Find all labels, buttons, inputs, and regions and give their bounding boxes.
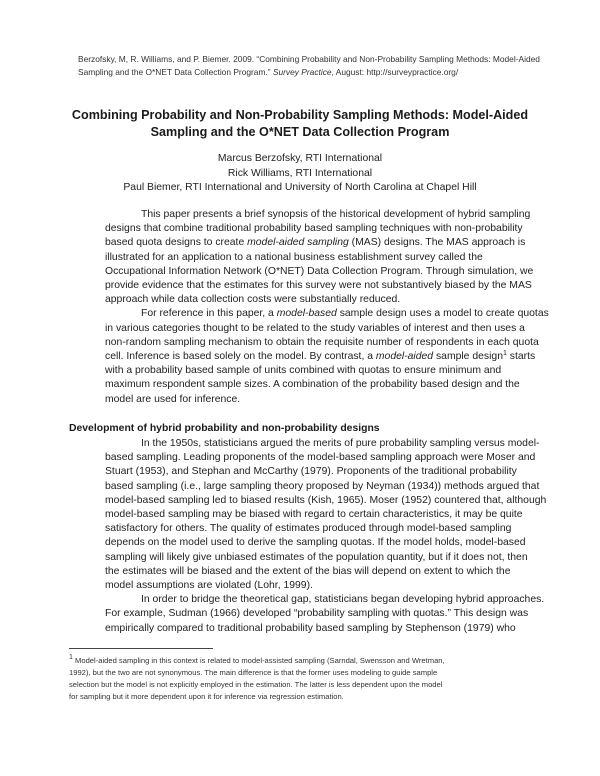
author-1: Marcus Berzofsky, RTI International	[217, 153, 383, 164]
text-line: In order to bridge the theoretical gap, statisticians began developing hybrid approaches.	[141, 594, 545, 606]
text-line: maximum respondent sample sizes. A combination of the probability based design and the	[105, 379, 520, 391]
footnote	[69, 655, 541, 703]
text-line: designs that combine traditional probability based sampling techniques with non-probability	[105, 223, 523, 235]
text-line: provide evidence that the estimates for this survey were not substantively biased by the MAS	[105, 280, 532, 292]
citation-text: Berzofsky, M, R. Williams, and P. Biemer. 2009. “Combining Probability and Non-Probability Sampling Methods: Model-Aided Sampling and the O*NET Data Collection Program.”	[78, 54, 540, 77]
paragraph-history	[69, 437, 547, 636]
text-line: in various categories thought to be related to the study variables of interest and then uses a	[105, 322, 525, 334]
text-line: model-based sampling led to biased results (Kish, 1965). Moser (1952) countered that, although	[105, 494, 547, 506]
footnote-line: $^1$ Model-aided sampling in this context is related to model-assisted sampling (Sarndal, Swensson and Wretman,	[69, 654, 445, 665]
text-line: the estimates will be biased and the extent of the bias will depend on extent to which the	[105, 565, 511, 577]
text-line: non-random sampling mechanism to obtain the requisite number of respondents in each quota	[105, 336, 539, 348]
text-line: cell. Inference is based solely on the model. By contrast, a model-aided sample design$^1$ starts	[105, 350, 536, 363]
author-list	[70, 152, 530, 196]
text-line: model-based sampling may be biased with regard to certain characteristics, it may be quite	[105, 509, 523, 521]
author-3: Paul Biemer, RTI International and University of North Carolina at Chapel Hill	[123, 182, 477, 194]
text-line: For reference in this paper, a model-based sample design uses a model to create quotas	[141, 308, 549, 320]
text-line: based quota designs to create model-aided sampling (MAS) designs. The MAS approach is	[105, 237, 526, 249]
citation-journal: Survey Practice	[272, 66, 332, 77]
text-line: model are used for inference.	[105, 393, 241, 405]
footnote-marker: 1	[69, 654, 73, 661]
footnote-line: selection but the model is not explicitly employed in the estimation. The latter is less dependent upon the model	[69, 679, 443, 689]
author-2: Rick Williams, RTI International	[227, 167, 373, 179]
text-line: sampling will likely give unbiased estimates of the population quantity, but if it does not, then	[105, 551, 528, 563]
text-line: approach while data collection costs were substantially reduced.	[105, 294, 401, 306]
section-heading: Development of hybrid probability and non-probability designs	[69, 423, 380, 434]
text-line: based sampling (i.e., large sampling theory proposed by Neyman (1934)) methods argued that	[105, 480, 540, 492]
emphasis-term: model-aided	[375, 351, 434, 363]
title-line-1: Combining Probability and Non-Probability Sampling Methods: Model-Aided	[71, 108, 529, 122]
paper-title	[70, 107, 530, 141]
emphasis-term: model-based	[276, 308, 337, 320]
text-line: satisfactory for others. The quality of estimates produced through model-based sampling	[105, 523, 512, 535]
text-line: empirically compared to traditional probability based sampling by Stephenson (1979) who	[105, 622, 516, 634]
text-line: Stuart (1953), and Stephan and McCarthy (1979). Proponents of the traditional probability	[105, 466, 517, 478]
text-line: This paper presents a brief synopsis of the historical development of hybrid sampling	[141, 209, 531, 220]
text-line: In the 1950s, statisticians argued the merits of pure probability sampling versus model-	[141, 438, 540, 449]
emphasis-term: model-aided sampling	[247, 237, 349, 249]
text-line: Occupational Information Network (O*NET) Data Collection Program. Through simulation, we	[105, 265, 534, 277]
title-line-2: Sampling and the O*NET Data Collection Program	[150, 125, 450, 139]
citation	[78, 53, 548, 78]
text-line: depends on the model used to derive the sampling quotas. If the model holds, model-based	[105, 537, 526, 549]
text-line: illustrated for an application to a national business establishment survey called the	[105, 251, 483, 263]
text-line: with a probability based sample of units combined with quotas to ensure minimum and	[105, 365, 502, 377]
footnote-separator	[69, 648, 213, 649]
footnote-reference[interactable]: 1	[502, 350, 507, 358]
footnote-line: 1992), but the two are not synonymous. The main difference is that the former uses modeling to guide sample	[69, 667, 438, 677]
text-line: For example, Sudman (1966) developed “probability sampling with quotas.” This design was	[105, 608, 529, 620]
text-line: based sampling. Leading proponents of the model-based sampling approach were Moser and	[105, 452, 536, 464]
paragraph-intro	[69, 208, 549, 407]
citation-tail: , August: http://surveypractice.org/	[331, 66, 459, 77]
text-line: model assumptions are violated (Lohr, 1999).	[105, 580, 313, 592]
footnote-line: for sampling but it more dependent upon it for inference via regression estimation.	[69, 691, 344, 701]
